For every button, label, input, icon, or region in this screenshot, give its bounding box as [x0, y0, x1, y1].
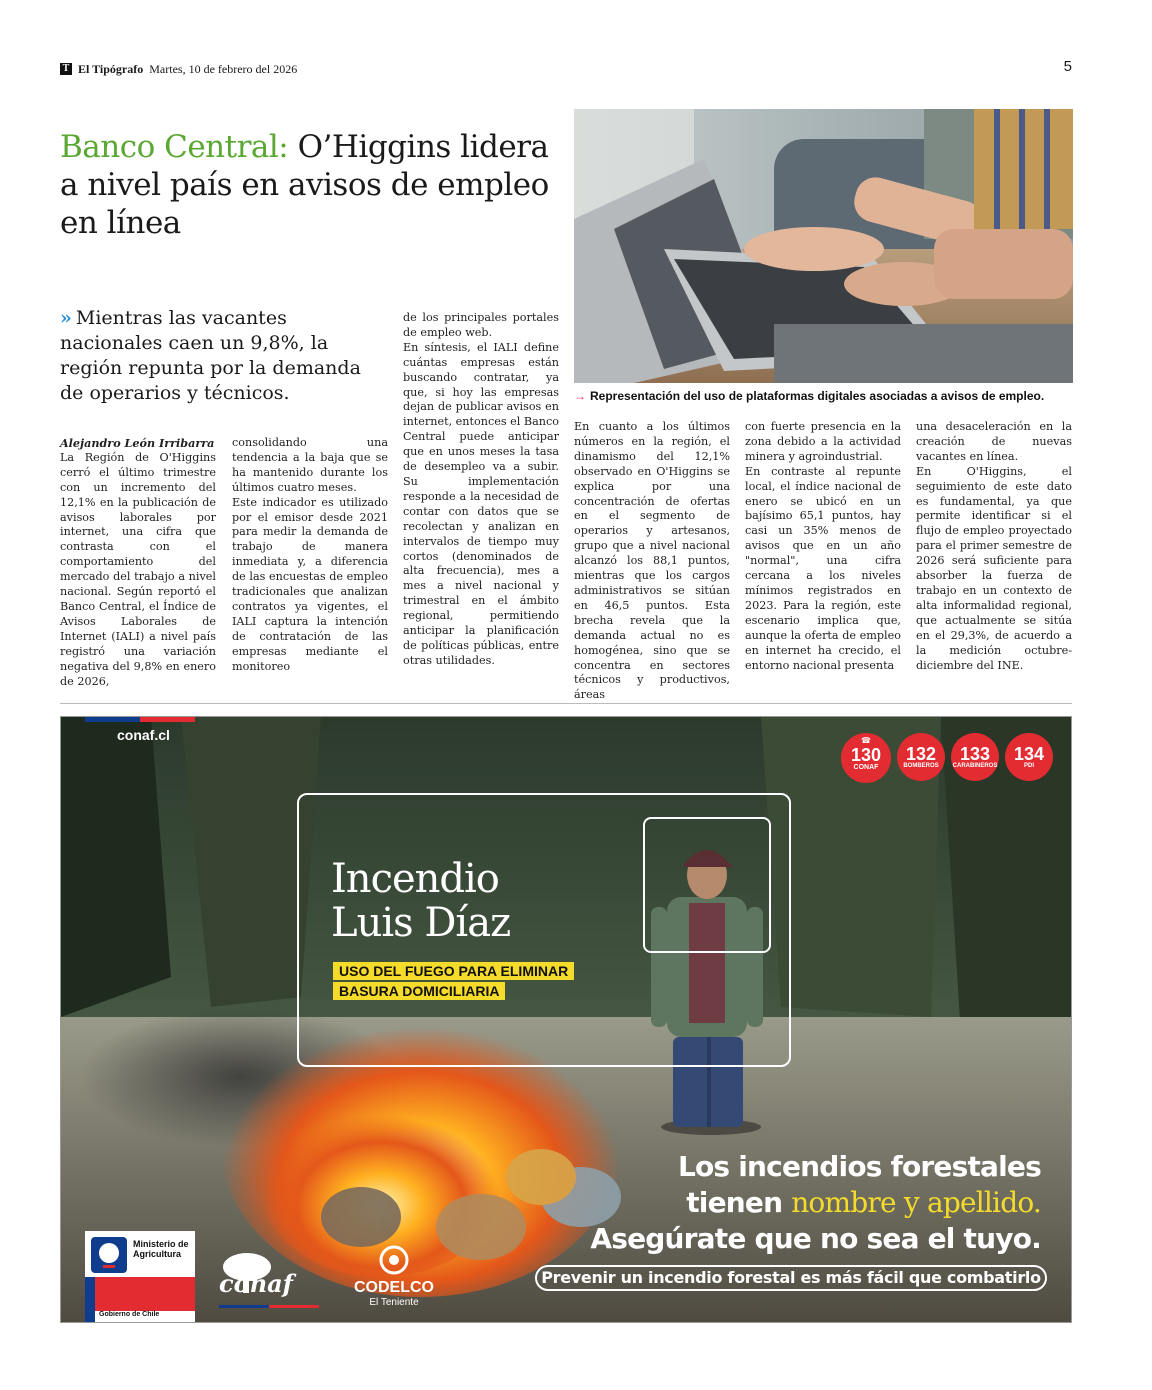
ministry-name: Ministerio de Agricultura — [133, 1239, 189, 1259]
face-frame — [643, 817, 771, 953]
ad-slogan: Los incendios forestales tienen nombre y apellido. Asegúrate que no sea el tuyo. — [590, 1150, 1041, 1255]
codelco-logo: CODELCO El Teniente — [347, 1245, 441, 1317]
laptop-typing-photo — [574, 109, 1073, 383]
emergency-pdi: 134 PDI — [1005, 733, 1053, 781]
article-column-4: En cuanto a los últimos números en la región, el dinamismo del 12,1% observado en O'Higgins se explica por una concentración de ofertas en el segmento de operarios y artesanos, grupo que a nivel nacional alcanzó los 88,1 puntos, mientras que los cargos administrativos se sitúan en 46,5 puntos. Esta brecha revela que la demanda actual no es homogénea, sino que se concentra en sectores técnicos y productivos, áreas — [574, 420, 730, 702]
section-divider — [60, 703, 1072, 704]
masthead — [60, 61, 297, 77]
issue-date: Martes, 10 de febrero del 2026 — [149, 61, 298, 76]
lead-quote-icon: » — [60, 307, 72, 329]
ministry-logo — [85, 1231, 195, 1323]
conaf-website: conaf.cl — [117, 727, 170, 743]
newspaper-logo-icon: T — [60, 63, 72, 75]
article-lead — [60, 306, 390, 406]
ad-tagline: USO DEL FUEGO PARA ELIMINAR BASURA DOMICILIARIA — [333, 962, 574, 1000]
coat-of-arms-icon — [91, 1237, 127, 1273]
article-photo — [574, 109, 1073, 383]
arrow-right-icon: → — [574, 389, 586, 403]
prevention-pill: Prevenir un incendio forestal es más fácil que combatirlo — [535, 1265, 1047, 1291]
article-column-5: con fuerte presencia en la zona debido a la actividad minera y agroindustrial. En contraste al repunte local, el índice nacional de enero se ubicó en un bajísimo 65,1 puntos, hay casi un 35% menos de avisos que en un año "normal", una cifra cercana a los niveles mínimos registrados en 2023. Para la región, este escenario implica que, aunque la oferta de empleo en internet ha crecido, el entorno nacional presenta — [745, 420, 901, 672]
headline-text: O’Higgins lidera a nivel país en avisos de empleo en línea — [60, 129, 549, 241]
emergency-conaf: ☎ 130 CONAF — [841, 733, 891, 783]
codelco-icon — [379, 1245, 409, 1275]
conaf-advertisement — [60, 716, 1072, 1323]
page-number: 5 — [1063, 58, 1072, 75]
article-column-2: consolidando una tendencia a la baja que se ha mantenido durante los últimos cuatro meses. Este indicador es utilizado por el emisor desde 2021 para medir la demanda de trabajo de manera inmediata y, a diferencia de las encuestas de empleo tradicionales que analizan contratos ya vigentes, el IALI captura la intención de contratación de las empresas mediante el monitoreo — [232, 436, 388, 673]
government-label: Gobierno de Chile — [99, 1311, 160, 1318]
byline: Alejandro León Irribarra — [60, 436, 215, 450]
article-column-6: una desaceleración en la creación de nuevas vacantes en línea. En O'Higgins, el seguimiento de este dato es fundamental, ya que permite identificar si el flujo de empleo proyectado para el primer semestre de 2026 será suficiente para absorber la fuerza de trabajo en un contexto de alta informalidad regional, que actualmente se sitúa en el 29,3%, de acuerdo a la medición octubre-diciembre del INE. — [916, 420, 1072, 672]
phone-icon: ☎ — [861, 736, 871, 745]
lead-text: Mientras las vacantes nacionales caen un 9,8%, la región repunta por la demanda de operarios y técnicos. — [60, 307, 361, 404]
emergency-numbers — [841, 733, 1053, 783]
photo-caption — [574, 389, 1073, 403]
newspaper-name: El Tipógrafo — [78, 61, 144, 76]
headline-kicker: Banco Central: — [60, 129, 289, 165]
flag-stripe — [85, 717, 195, 722]
article-column-3: de los principales portales de empleo web. En síntesis, el IALI define cuántas empresas están buscando contratar, ya que, si hoy las empresas dejan de publicar avisos en internet, entonces el Banco Central puede anticipar que en unos meses la tasa de desempleo va a subir. Su implementación responde a la necesidad de contar con datos que se recolectan y analizan en intervalos de tiempo muy cortos (denominados de alta frecuencia), mes a mes a nivel nacional y trimestral en el ámbito regional, permitiendo anticipar la planificación de políticas públicas, entre otras utilidades. — [403, 311, 559, 667]
conaf-logo: conaf — [219, 1247, 323, 1317]
emergency-bomberos: 132 BOMBEROS — [897, 733, 945, 781]
article-column-1 — [60, 436, 216, 689]
headline — [60, 128, 560, 242]
caption-text: Representación del uso de plataformas digitales asociadas a avisos de empleo. — [590, 389, 1045, 403]
emergency-carabineros: 133 CARABINEROS — [951, 733, 999, 781]
column-text: La Región de O'Higgins cerró el último trimestre con un incremento del 12,1% en la publicación de avisos laborales por internet, una cifra que contrasta con el comportamiento del mercado del trabajo a nivel nacional. Según reportó el Banco Central, el Índice de Avisos Laborales de Internet (IALI) a nivel país registró una variación negativa del 9,8% en enero de 2026, — [60, 450, 216, 688]
ad-title: Incendio Luis Díaz — [331, 856, 511, 946]
